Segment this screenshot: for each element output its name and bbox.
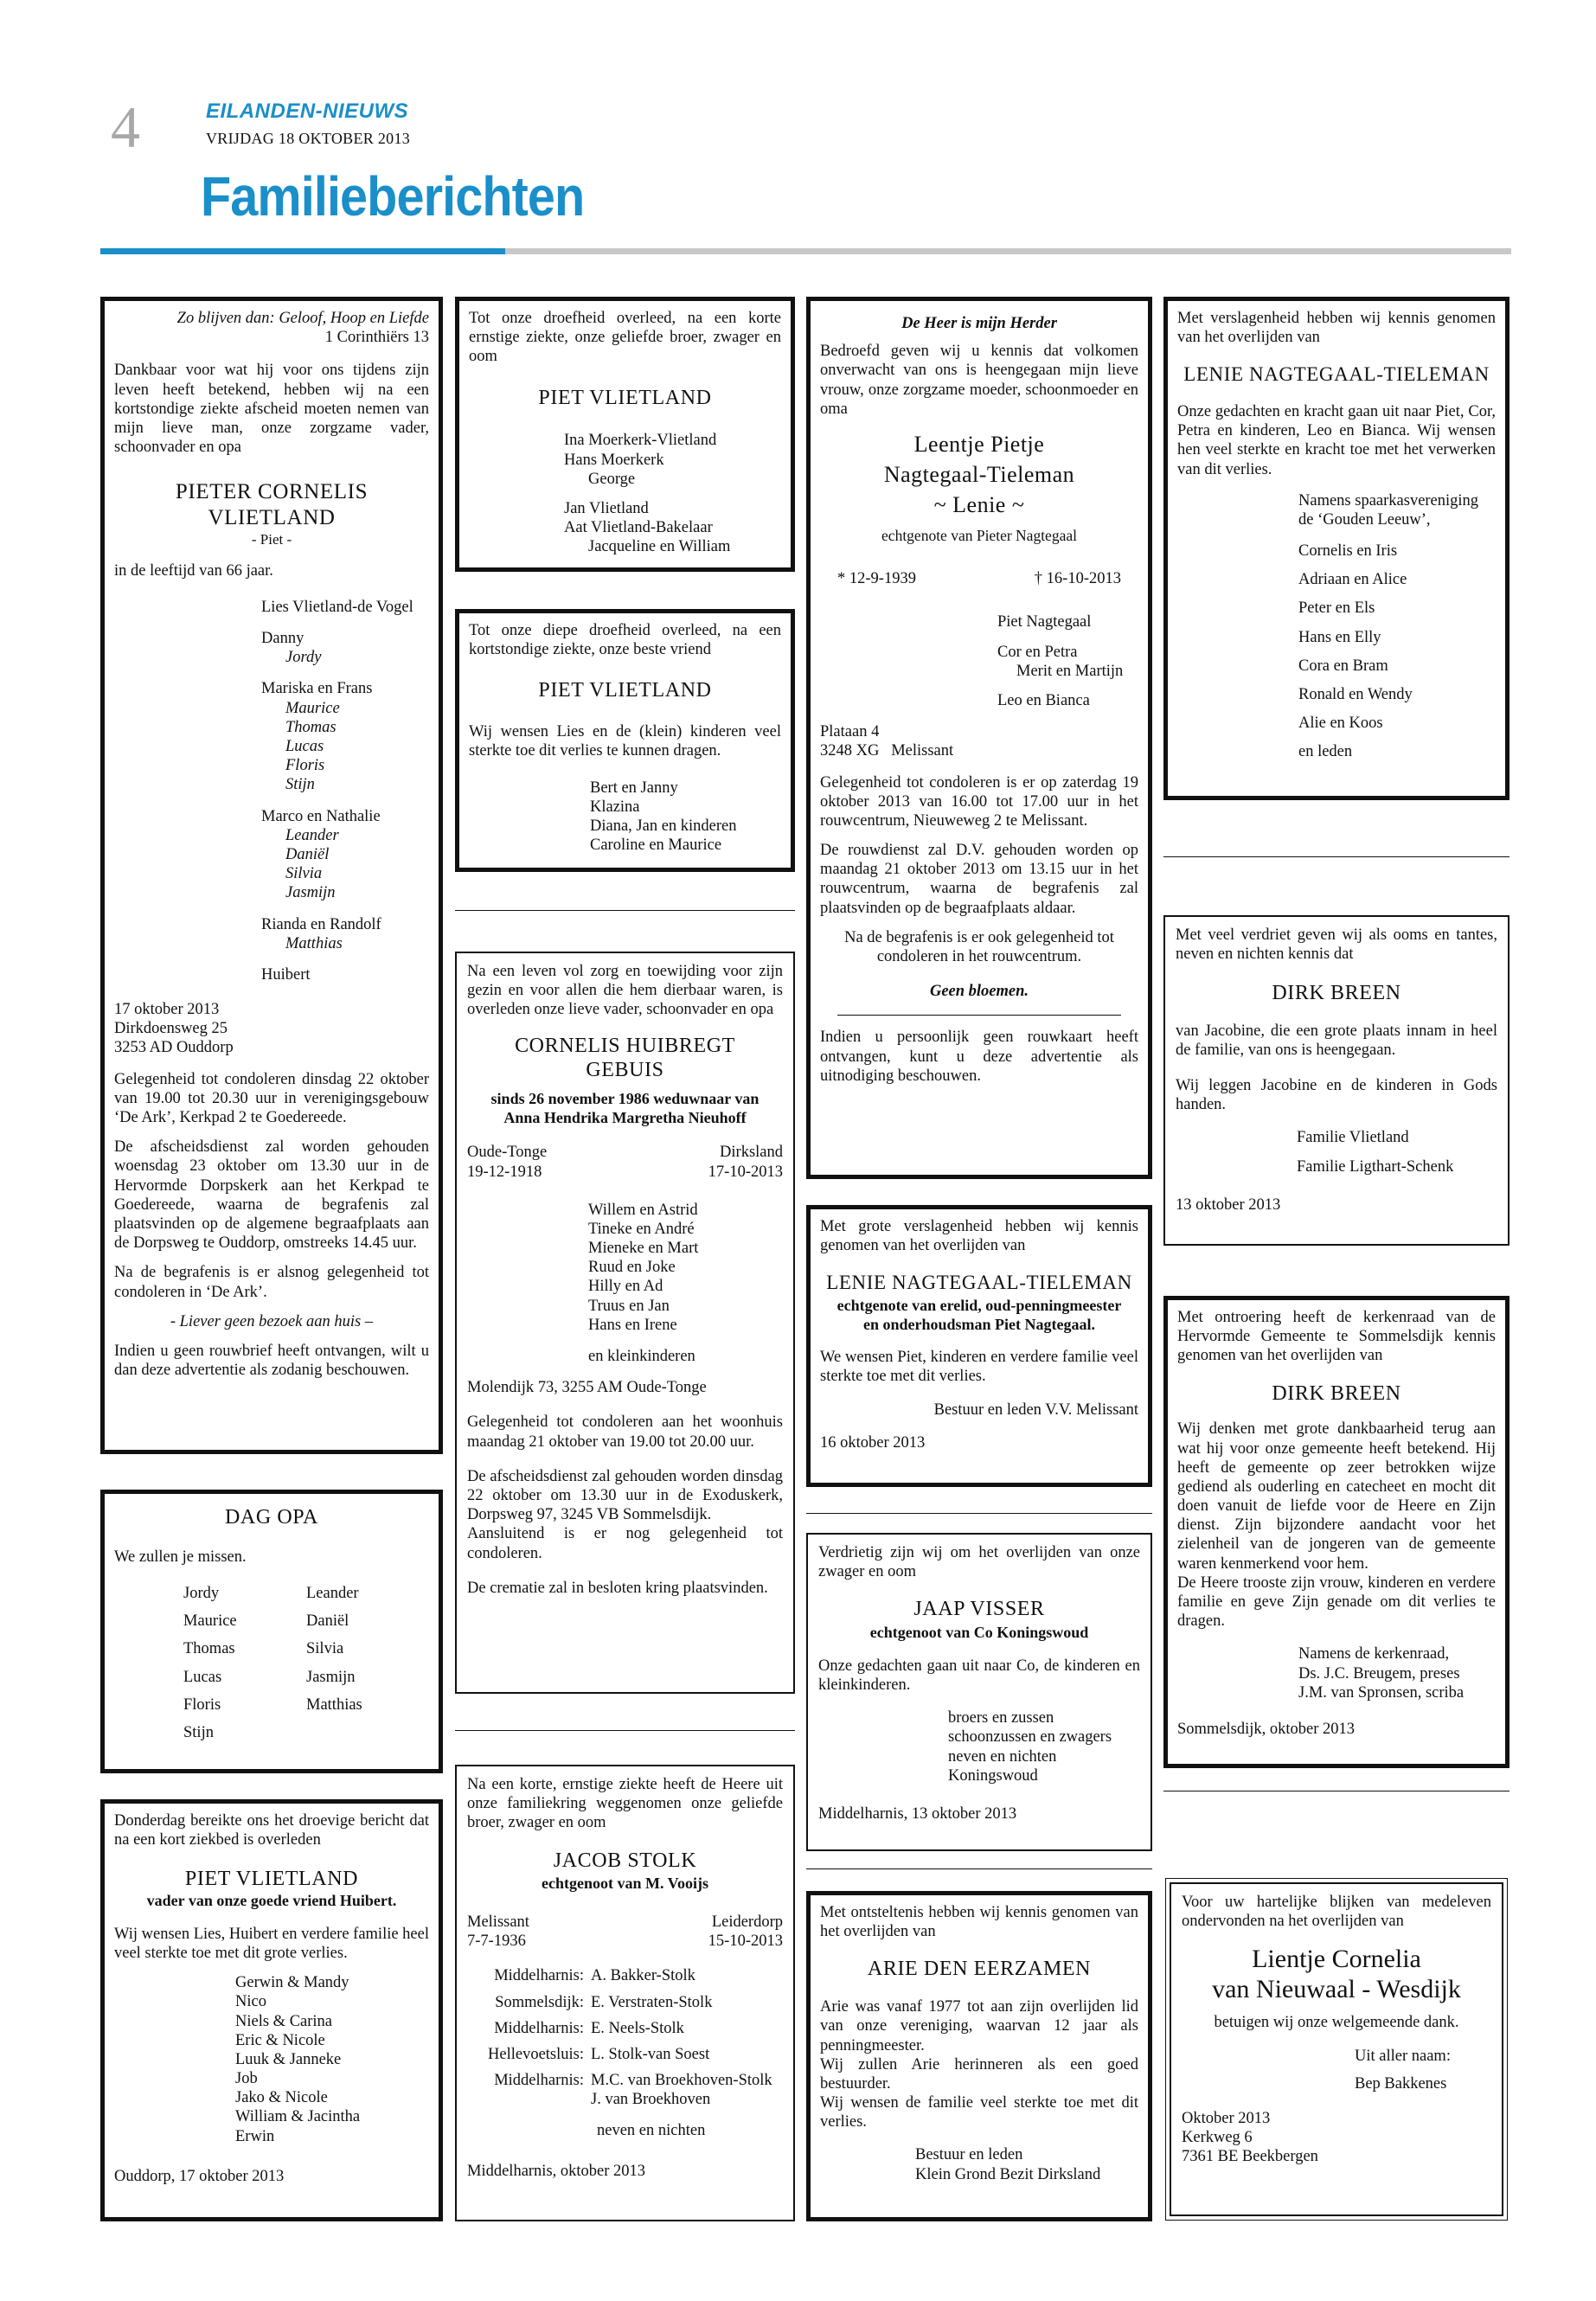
family-table: [467, 1966, 783, 2109]
grandchild: Stijn: [285, 776, 315, 794]
signatory: Jako & Nicole: [235, 2089, 328, 2107]
family-member: Marco en Nathalie: [261, 807, 381, 825]
signatory: Alie en Koos: [1298, 715, 1383, 733]
deceased-name-2: van Nieuwaal - Wesdijk: [1212, 1974, 1461, 2003]
family-member: Lies Vlietland-de Vogel: [261, 598, 413, 616]
grandchild: Lucas: [285, 738, 324, 756]
signatory: Aat Vlietland-Bakelaar: [564, 519, 713, 537]
subtitle: vader van onze goede vriend Huibert.: [146, 1892, 397, 1910]
cremation-info: De crematie zal in besloten kring plaatsvinden.: [467, 1579, 768, 1597]
signature-line: de ‘Gouden Leeuw’,: [1298, 510, 1431, 529]
deceased-name: [820, 429, 1138, 520]
intro: Na een leven vol zorg en toewijding voor zijn gezin en voor allen die hem dierbaar waren, is overleden onze lieve vader, schoonvader en opa: [467, 963, 783, 1019]
signature-line: Bestuur en leden: [915, 2146, 1023, 2164]
intro: Met ontsteltenis hebben wij kennis genomen van het overlijden van: [820, 1904, 1138, 1941]
signature-line: Bep Bakkenes: [1355, 2074, 1447, 2093]
grandchild-name: Maurice: [183, 1612, 237, 1631]
grandchild-name: Lucas: [183, 1668, 222, 1686]
ad-text-1: van Jacobine, die een grote plaats innam in heel de familie, van ons is heengegaan.: [1176, 1022, 1497, 1060]
signatory: George: [588, 470, 636, 488]
family-member: Leo en Bianca: [997, 691, 1090, 709]
deceased-name-1: PIETER CORNELIS: [175, 480, 369, 504]
family-member: Merit en Martijn: [1016, 662, 1124, 680]
grandchild-name: Matthias: [306, 1695, 362, 1714]
family-member-extra: J. van Broekhoven: [591, 2091, 711, 2109]
deceased-name-2: VLIETLAND: [208, 506, 336, 530]
ad-arie-den-eerzamen: [806, 1891, 1152, 2221]
signatory: Familie Vlietland: [1297, 1128, 1409, 1146]
ad-text-2: De Heere trooste zijn vrouw, kinderen en verdere familie en geve Zijn genade om dit verlies te dragen.: [1177, 1574, 1496, 1631]
address-line: 7361 BE Beekbergen: [1182, 2148, 1318, 2166]
family-member: Rianda en Randolf: [261, 915, 381, 933]
subtitle: echtgenoot van M. Vooijs: [542, 1875, 708, 1893]
signatories: [590, 779, 781, 856]
ad-cornelis-gebuis: [455, 952, 795, 1694]
ad-footer: Middelharnis, oktober 2013: [467, 2162, 646, 2180]
signatory: Jacqueline en William: [588, 538, 731, 556]
address-line: Kerkweg 6: [1182, 2129, 1253, 2147]
dates: [467, 1932, 783, 1951]
divider: [806, 1868, 1152, 1869]
condolence-info: Gelegenheid tot condoleren is er op zaterdag 19 oktober 2013 van 16.00 tot 17.00 uur in het rouwcentrum, Nieuweweg 2 te Melissant.: [820, 773, 1138, 830]
intro: Na een korte, ernstige ziekte heeft de Heere uit onze familiekring weggenomen onze geliefde broer, zwager en oom: [467, 1776, 783, 1832]
masthead-logo: EILANDEN-NIEUWS: [206, 99, 409, 123]
ad-jaap-visser: [806, 1533, 1152, 1851]
condolence-info: Gelegenheid tot condoleren aan het woonhuis maandag 21 oktober van 19.00 tot 20.00 uur.: [467, 1413, 783, 1451]
divider: [1163, 856, 1509, 857]
signatory: Luuk & Janneke: [235, 2050, 342, 2068]
grandchild-name: Stijn: [183, 1723, 214, 1741]
age: in de leeftijd van 66 jaar.: [114, 561, 273, 580]
notice-note: Indien u geen rouwbrief heeft ontvangen, wilt u dan deze advertentie als zodanig beschouwen.: [114, 1342, 429, 1380]
places: [467, 1913, 783, 1932]
family-place: Hellevoetsluis:: [488, 2045, 584, 2063]
notice-note: Indien u persoonlijk geen rouwkaart heeft ontvangen, kunt u deze advertentie als uitnodiging beschouwen.: [820, 1029, 1138, 1085]
visit-note: - Liever geen bezoek aan huis –: [170, 1312, 374, 1330]
family-place: Sommelsdijk:: [495, 1993, 584, 2011]
child: Mieneke en Mart: [588, 1240, 699, 1258]
ad-title: DAG OPA: [224, 1506, 318, 1529]
family-member: Mariska en Frans: [261, 680, 373, 698]
ad-text-1: Arie was vanaf 1977 tot aan zijn overlijden lid van onze vereniging, waarvan 12 jaar als penningmeester.: [820, 1998, 1138, 2054]
birth-date: * 12-9-1939: [837, 570, 916, 588]
intro: Bedroefd geven wij u kennis dat volkomen onverwacht van ons is heengegaan mijn lieve vrouw, onze zorgzame moeder, schoonmoeder en oma: [820, 343, 1138, 418]
child: Hans en Irene: [588, 1316, 677, 1334]
child: Hilly en Ad: [588, 1278, 663, 1296]
family-member: Huibert: [261, 965, 311, 984]
grandchild: Maurice: [285, 699, 340, 717]
motto: De Heer is mijn Herder: [901, 315, 1057, 332]
death-place: Leiderdorp: [711, 1913, 783, 1931]
address-line: Plataan 4: [820, 723, 880, 741]
intro: Met ontroering heeft de kerkenraad van de Hervormde Gemeente te Sommelsdijk kennis genomen van het overlijden van: [1177, 1309, 1496, 1365]
address-line: 17 oktober 2013: [114, 1001, 220, 1019]
deceased-name: DIRK BREEN: [1272, 1381, 1401, 1405]
grandchildren: en kleinkinderen: [588, 1348, 695, 1366]
signature: [1298, 1644, 1496, 1702]
ad-text-2: Wij leggen Jacobine en de kinderen in Gods handen.: [1176, 1076, 1497, 1113]
intro: Donderdag bereikte ons het droevige bericht dat na een kort ziekbed is overleden: [114, 1812, 429, 1849]
signatories: [948, 1708, 1140, 1785]
grandchildren-list: [183, 1584, 429, 1742]
ad-jacob-stolk: [455, 1765, 795, 2221]
ad-dirk-breen-church: [1163, 1296, 1509, 1768]
grandchild-name: Jordy: [183, 1584, 220, 1602]
ad-text: Onze gedachten gaan uit naar Co, de kinderen en kleinkinderen.: [818, 1657, 1140, 1694]
intro: Met grote verslagenheid hebben wij kennis genomen van het overlijden van: [820, 1218, 1138, 1255]
service-info: De afscheidsdienst zal worden gehouden woensdag 23 oktober om 13.30 uur in de Hervormde Dorpskerk aan het Kerkpad te Goedereede, waarna de begrafenis zal plaatsvinden op de algemene begraafplaats aan de Dorpsweg te Ouddorp, omstreeks 14.45 uur.: [114, 1138, 429, 1253]
death-date: † 16-10-2013: [1034, 570, 1121, 588]
grandchild-name: Leander: [306, 1584, 359, 1602]
deceased-name: JAAP VISSER: [913, 1598, 1045, 1621]
ad-footer: Ouddorp, 17 oktober 2013: [114, 2167, 285, 2185]
signatory: Niels & Carina: [235, 2012, 333, 2030]
divider: [806, 1513, 1152, 1514]
grandchild-name: Floris: [183, 1695, 221, 1714]
address: [114, 1000, 429, 1058]
signatory: Job: [235, 2070, 258, 2088]
ad-text: We zullen je missen.: [114, 1548, 247, 1566]
deceased-name: [467, 1034, 783, 1084]
life-dates: [820, 569, 1138, 588]
ad-date: 13 oktober 2013: [1176, 1196, 1281, 1215]
birth-date: 7-7-1936: [467, 1932, 526, 1951]
deceased-name: PIET VLIETLAND: [184, 1868, 359, 1891]
signature-line: J.M. van Spronsen, scriba: [1298, 1683, 1465, 1702]
signatory: Eric & Nicole: [235, 2031, 325, 2049]
ad-thanks-van-nieuwaal: [1170, 1882, 1503, 2216]
child: Truus en Jan: [588, 1297, 670, 1315]
intro: Tot onze diepe droefheid overleed, na een kortstondige ziekte, onze beste vriend: [469, 622, 781, 659]
grandchild: Jordy: [285, 649, 322, 667]
signatory: Cora en Bram: [1298, 657, 1388, 675]
service-info: De afscheidsdienst zal gehouden worden dinsdag 22 oktober om 13.30 uur in de Exoduskerk, Dorpsweg 97, 3245 VB Sommelsdijk.: [467, 1467, 783, 1524]
ad-date: 16 oktober 2013: [820, 1433, 926, 1452]
dates: [467, 1163, 783, 1182]
deceased-name: JACOB STOLK: [553, 1849, 697, 1872]
signatory: Klazina: [590, 798, 640, 816]
section-title: Familieberichten: [201, 165, 585, 228]
ad-text-2: Wij zullen Arie herinneren als een goed bestuurder.: [820, 2055, 1138, 2093]
ad-text: betuigen wij onze welgemeende dank.: [1214, 2014, 1459, 2032]
family-member: E. Neels-Stolk: [591, 2019, 684, 2037]
signatories: [564, 431, 781, 556]
grandchild-name: Silvia: [306, 1640, 344, 1658]
after-info: Na de begrafenis is er ook gelegenheid tot condoleren in het rouwcentrum.: [844, 928, 1114, 966]
intro: Met verslagenheid hebben wij kennis genomen van het overlijden van: [1177, 310, 1496, 347]
family-member: Piet Nagtegaal: [997, 613, 1092, 631]
divider: [455, 910, 795, 911]
address: [820, 722, 1138, 760]
signatory: Ina Moerkerk-Vlietland: [564, 432, 717, 450]
signature-line: Namens de kerkenraad,: [1298, 1645, 1450, 1663]
signature: [1355, 2047, 1491, 2093]
signatory: Ronald en Wendy: [1298, 686, 1413, 704]
subtitle: echtgenoot van Co Koningswoud: [869, 1624, 1089, 1642]
ad-pieter-vlietland: [100, 297, 443, 1454]
divider: [455, 1730, 795, 1731]
grandchild: Jasmijn: [285, 884, 336, 902]
signature-line: Ds. J.C. Breugem, preses: [1298, 1664, 1460, 1682]
subtitle-1: echtgenote van erelid, oud-penningmeester: [836, 1296, 1122, 1314]
deceased-name: ARIE DEN EERZAMEN: [867, 1958, 1092, 1981]
grandchild: Leander: [285, 826, 339, 844]
ad-text: Wij wensen Lies en de (klein) kinderen veel sterkte toe dit verlies te kunnen dragen.: [469, 723, 781, 760]
service-info: De rouwdienst zal D.V. gehouden worden op maandag 21 oktober 2013 om 13.15 uur in het rouwcentrum, waarna de begrafenis zal plaatsvinden op de begraafplaats aldaar.: [820, 842, 1138, 917]
death-date: 17-10-2013: [708, 1163, 783, 1181]
deceased-name-2: Nagtegaal-Tieleman: [883, 462, 1075, 488]
family-member: L. Stolk-van Soest: [591, 2045, 710, 2063]
ad-text: Onze gedachten en kracht gaan uit naar Piet, Cor, Petra en kinderen, Leo en Bianca. Wij wensen hen veel sterkte en kracht toe met het verwerken van dit verlies.: [1177, 402, 1496, 478]
ad-text-3: Wij wensen de familie veel sterkte toe met dit verlies.: [820, 2094, 1138, 2131]
subtitle-2: en onderhoudsman Piet Nagtegaal.: [862, 1315, 1095, 1333]
ad-text: Wij wensen Lies, Huibert en verdere familie heel veel sterkte toe met dit grote verlies.: [114, 1925, 429, 1962]
signature-line: Uit aller naam:: [1355, 2047, 1451, 2065]
signatory: Peter en Els: [1298, 599, 1375, 618]
signature-line: Klein Grond Bezit Dirksland: [915, 2165, 1101, 2183]
deceased-name: [1182, 1945, 1491, 2004]
signature: Bestuur en leden V.V. Melissant: [933, 1400, 1138, 1419]
motto: Zo blijven dan: Geloof, Hoop en Liefde: [176, 310, 429, 327]
family-list: [997, 612, 1138, 710]
child: Willem en Astrid: [588, 1201, 698, 1219]
signatory: Koningswoud: [948, 1766, 1038, 1785]
grandchild: Daniël: [285, 845, 330, 863]
deceased-name: LENIE NAGTEGAAL-TIELEMAN: [826, 1272, 1132, 1294]
signatory: en leden: [1298, 743, 1353, 761]
signatory: Jan Vlietland: [564, 499, 649, 517]
subtitle-1: sinds 26 november 1986 weduwnaar van: [490, 1090, 760, 1108]
children-list: [588, 1201, 783, 1367]
places: [467, 1143, 783, 1162]
signatory: broers en zussen: [948, 1709, 1054, 1727]
intro: Verdrietig zijn wij om het overlijden van onze zwager en oom: [818, 1544, 1140, 1581]
signatory: Adriaan en Alice: [1298, 571, 1407, 589]
birth-place: Melissant: [467, 1913, 529, 1931]
ad-lenie-nagtegaal: [806, 297, 1152, 1179]
signatories: [1298, 491, 1496, 762]
child: Tineke en André: [588, 1220, 695, 1238]
signature-line: Namens spaarkasvereniging: [1298, 491, 1479, 510]
deceased-name: PIET VLIETLAND: [538, 386, 712, 409]
ad-lenie-gouden-leeuw: [1163, 297, 1509, 800]
address: [1182, 2109, 1491, 2167]
address-line: Dirkdoensweg 25: [114, 1020, 228, 1038]
intro: Met veel verdriet geven wij als ooms en tantes, neven en nichten kennis dat: [1176, 926, 1497, 964]
child: Ruud en Joke: [588, 1259, 676, 1277]
address-line: 3248 XG Melissant: [820, 742, 954, 760]
signatory: Hans en Elly: [1298, 628, 1381, 646]
intro: Dankbaar voor wat hij voor ons tijdens zijn leven heeft betekend, hebben wij na een kortstondige ziekte afscheid moeten nemen van mijn lieve man, onze zorgzame vader, schoonvader en opa: [114, 362, 429, 457]
signatories: [1297, 1128, 1497, 1176]
condolence-info: Gelegenheid tot condoleren dinsdag 22 oktober van 19.00 tot 20.30 uur in verenigingsgebouw ‘De Ark’, Kerkpad 2 te Goedereede.: [114, 1070, 429, 1127]
family-member: E. Verstraten-Stolk: [591, 1993, 713, 2011]
ad-text: We wensen Piet, kinderen en verdere familie veel sterkte toe met dit verlies.: [820, 1349, 1138, 1386]
family-member: Danny: [261, 630, 304, 648]
signatories: [235, 1973, 429, 2146]
deceased-name-1: Leentje Pietje: [913, 431, 1045, 457]
signatory: Caroline en Maurice: [590, 836, 722, 855]
header-rule: [505, 248, 1511, 254]
family-member: Cor en Petra: [997, 643, 1078, 661]
ad-text: Wij denken met grote dankbaarheid terug aan wat hij voor onze gemeente heeft betekend. Hij heeft de gemeente op zeer betrokken wijze gediend als ouderling en catecheet en mocht dit doen vanuit de liefde voor de Heere en Zijn dienst. Zijn bijzondere aandacht voor het zielenheil van de jongeren van de gemeente waren kenmerkend voor hem.: [1177, 1420, 1496, 1573]
subtitle-2: Anna Hendrika Margretha Nieuhoff: [503, 1108, 747, 1126]
ad-lenie-melissant: [806, 1205, 1152, 1487]
ad-footer: Middelharnis, 13 oktober 2013: [818, 1804, 1017, 1823]
issue-date: VRIJDAG 18 OKTOBER 2013: [206, 130, 411, 147]
grandchild: Thomas: [285, 718, 337, 736]
signatory: neven en nichten: [948, 1747, 1057, 1766]
nickname: ~ Lenie ~: [933, 492, 1025, 518]
grandchild: Floris: [285, 757, 325, 775]
nickname: - Piet -: [251, 531, 292, 548]
ad-piet-vlietland-family: [455, 297, 795, 572]
family-member-name: M.C. van Broekhoven-Stolk: [591, 2072, 772, 2090]
family-member: A. Bakker-Stolk: [591, 1967, 695, 1985]
birth-place: Oude-Tonge: [467, 1144, 548, 1162]
signature: [915, 2145, 1138, 2183]
address-line: Oktober 2013: [1182, 2109, 1271, 2127]
deceased-name: LENIE NAGTEGAAL-TIELEMAN: [1183, 363, 1490, 386]
signatory: Erwin: [235, 2127, 275, 2145]
deceased-name-1: Lientje Cornelia: [1252, 1945, 1421, 1974]
signatory: schoonzussen en zwagers: [948, 1728, 1112, 1747]
intro: Voor uw hartelijke blijken van medeleven ondervonden na het overlijden van: [1182, 1894, 1491, 1931]
family-place: Middelharnis:: [494, 2072, 584, 2090]
page-number: 4: [111, 94, 140, 160]
death-place: Dirksland: [720, 1144, 783, 1162]
family-place: Middelharnis:: [494, 2019, 584, 2037]
after-info: Aansluitend is er nog gelegenheid tot condoleren.: [467, 1525, 783, 1562]
ad-piet-vlietland-friends: [100, 1799, 443, 2221]
header-rule-accent: [100, 248, 505, 254]
deceased-name: [114, 479, 429, 531]
address: Molendijk 73, 3255 AM Oude-Tonge: [467, 1379, 707, 1397]
signatory: Cornelis en Iris: [1298, 542, 1398, 561]
deceased-name-1: CORNELIS HUIBREGT: [515, 1034, 735, 1057]
ad-footer: Sommelsdijk, oktober 2013: [1177, 1720, 1356, 1738]
grandchild: Silvia: [285, 865, 323, 883]
family-member: [591, 2071, 783, 2109]
signatory: Bert en Janny: [590, 779, 678, 797]
signatory: William & Jacintha: [235, 2108, 361, 2126]
signatory: Gerwin & Mandy: [235, 1974, 349, 1992]
flowers-note: Geen bloemen.: [929, 983, 1029, 1001]
address-line: 3253 AD Ouddorp: [114, 1039, 234, 1057]
signatory: Diana, Jan en kinderen: [590, 817, 737, 835]
grandchild-name: Daniël: [306, 1612, 349, 1631]
birth-date: 19-12-1918: [467, 1163, 542, 1181]
deceased-name-2: GEBUIS: [586, 1059, 664, 1082]
family-place: Middelharnis:: [494, 1967, 584, 1985]
signatory: Familie Ligthart-Schenk: [1297, 1158, 1454, 1176]
grandchild-name: Jasmijn: [306, 1668, 356, 1686]
ad-dag-opa: [100, 1490, 443, 1773]
signatory: Nico: [235, 1993, 266, 2011]
family-list: [261, 598, 429, 984]
ad-piet-vlietland-friend: [455, 609, 795, 872]
verse: 1 Corinthiërs 13: [324, 329, 429, 347]
intro: Tot onze droefheid overleed, na een korte ernstige ziekte, onze geliefde broer, zwager en oom: [469, 310, 781, 366]
spouse-line: echtgenote van Pieter Nagtegaal: [881, 527, 1077, 545]
grandchild: Matthias: [285, 934, 343, 952]
signatory: Hans Moerkerk: [564, 451, 664, 469]
divider: [837, 1015, 1121, 1016]
grandchild-name: Thomas: [183, 1640, 235, 1658]
deceased-name: PIET VLIETLAND: [538, 679, 712, 702]
ad-dirk-breen-family: [1163, 915, 1509, 1246]
after-info: Na de begrafenis is er alsnog gelegenheid tot condoleren in ‘De Ark’.: [114, 1264, 429, 1301]
deceased-name: DIRK BREEN: [1272, 982, 1401, 1005]
nephews: neven en nichten: [597, 2122, 706, 2140]
death-date: 15-10-2013: [708, 1932, 783, 1951]
